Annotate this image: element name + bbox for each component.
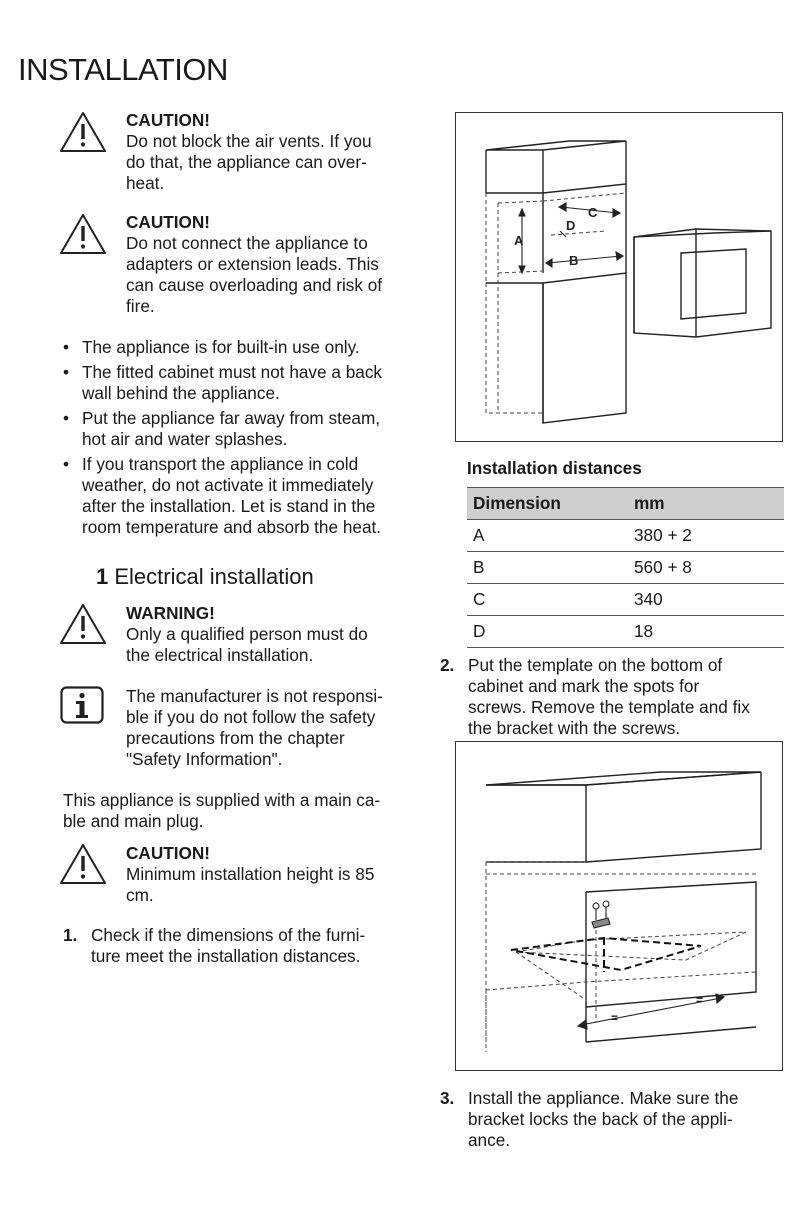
caution-line: Do not connect the appliance to bbox=[126, 233, 368, 253]
caution-line: heat. bbox=[126, 173, 165, 193]
list-item: • The fitted cabinet must not have a back wall behind the appliance. bbox=[63, 362, 423, 404]
bracket-template-figure bbox=[455, 741, 783, 1071]
caution-block-1 bbox=[126, 110, 416, 194]
warning-line: Only a qualified person must do bbox=[126, 624, 368, 644]
step-number: 1. bbox=[63, 925, 78, 945]
list-item: • The appliance is for built-in use only. bbox=[63, 337, 423, 358]
caution-icon bbox=[58, 842, 108, 891]
label-a: A bbox=[514, 233, 524, 248]
step-3: 3. Install the appliance. Make sure the bracket locks the back of the appli- ance. bbox=[440, 1088, 739, 1150]
step-2: 2. Put the template on the bottom of cabinet and mark the spots for screws. Remove the template and fix the bracket with the screws. bbox=[440, 655, 750, 738]
table-header: mm bbox=[628, 488, 784, 520]
caution-line: cm. bbox=[126, 885, 154, 905]
table-row: C 340 bbox=[467, 584, 784, 616]
info-line: "Safety Information". bbox=[126, 749, 283, 769]
info-line: precautions from the chapter bbox=[126, 728, 345, 748]
step-1: 1. Check if the dimensions of the furni- ture meet the installation distances. bbox=[63, 925, 366, 966]
section-heading bbox=[96, 564, 314, 590]
table-header-row bbox=[467, 488, 784, 520]
caution-icon bbox=[58, 212, 108, 261]
caution-line: fire. bbox=[126, 296, 155, 316]
label-d: D bbox=[566, 218, 576, 233]
caution-heading: CAUTION! bbox=[126, 843, 211, 863]
warning-line: the electrical installation. bbox=[126, 645, 314, 665]
installation-distances-table bbox=[467, 487, 784, 648]
equal-mark: = bbox=[696, 993, 704, 1007]
list-item: • Put the appliance far away from steam, hot air and water splashes. bbox=[63, 408, 423, 450]
cabinet-dimensions-figure bbox=[455, 112, 783, 442]
bullet-list bbox=[63, 337, 423, 542]
table-header: Dimension bbox=[467, 488, 628, 520]
warning-heading: WARNING! bbox=[126, 603, 215, 623]
caution-line: Minimum installation height is 85 bbox=[126, 864, 375, 884]
warning-block bbox=[126, 603, 416, 666]
caution-line: Do not block the air vents. If you bbox=[126, 131, 372, 151]
caution-line: adapters or extension leads. This bbox=[126, 254, 379, 274]
caution-block-3 bbox=[126, 843, 416, 906]
table-row: A 380 + 2 bbox=[467, 520, 784, 552]
supply-paragraph: This appliance is supplied with a main ca- ble and main plug. bbox=[63, 790, 381, 831]
list-item: • If you transport the appliance in cold weather, do not activate it immediately after the installation. Let is stand in the room temperature and absorb the heat. bbox=[63, 454, 423, 538]
caution-line: do that, the appliance can over- bbox=[126, 152, 367, 172]
caution-icon bbox=[58, 110, 108, 159]
step-number: 2. bbox=[440, 655, 455, 675]
info-line: ble if you do not follow the safety bbox=[126, 707, 376, 727]
page-title: INSTALLATION bbox=[18, 52, 228, 87]
section-title: Electrical installation bbox=[114, 564, 314, 589]
table-row: D 18 bbox=[467, 616, 784, 648]
step-number: 3. bbox=[440, 1088, 455, 1108]
caution-heading: CAUTION! bbox=[126, 110, 211, 130]
warning-icon bbox=[58, 602, 108, 651]
info-line: The manufacturer is not responsi- bbox=[126, 686, 383, 706]
info-block bbox=[126, 686, 416, 770]
caution-line: can cause overloading and risk of bbox=[126, 275, 383, 295]
label-b: B bbox=[569, 253, 579, 268]
equal-mark: = bbox=[611, 1011, 619, 1025]
caution-block-2 bbox=[126, 212, 416, 317]
table-row: B 560 + 8 bbox=[467, 552, 784, 584]
caution-heading: CAUTION! bbox=[126, 212, 211, 232]
table-title: Installation distances bbox=[467, 458, 642, 478]
info-icon bbox=[60, 686, 104, 729]
label-c: C bbox=[588, 205, 598, 220]
section-number: 1 bbox=[96, 564, 109, 589]
